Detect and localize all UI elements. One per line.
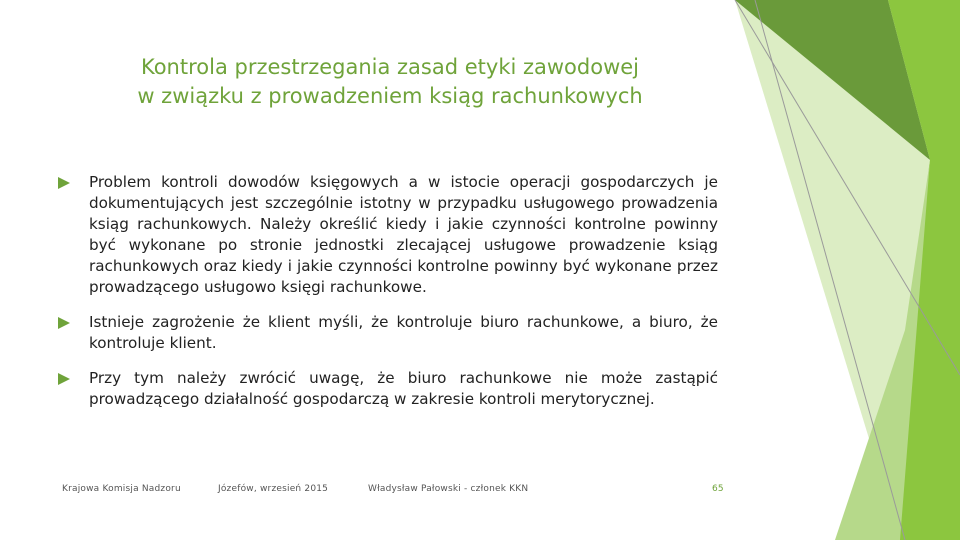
footer-author: Władysław Pałowski - członek KKN [368, 484, 529, 494]
bullet-list [58, 172, 718, 424]
footer-organization: Krajowa Komisja Nadzoru [62, 484, 181, 494]
bullet-item [58, 172, 718, 298]
bullet-text: Istnieje zagrożenie że klient myśli, że kontroluje biuro rachunkowe, a biuro, że kontroluje klient. [89, 313, 718, 352]
slide-title-line-1: Kontrola przestrzegania zasad etyki zawodowej [140, 55, 640, 79]
bullet-item [58, 368, 718, 410]
bullet-arrow-icon [58, 317, 70, 329]
slide-title-line-2: w związku z prowadzeniem ksiąg rachunkowych [137, 84, 643, 108]
slide-title [90, 53, 690, 111]
bullet-arrow-icon [58, 373, 70, 385]
bullet-text: Problem kontroli dowodów księgowych a w istocie operacji gospodarczych je dokumentujących jest szczególnie istotny w przypadku usługowego prowadzenia ksiąg rachunkowych. Należy określić kiedy i jakie czynności kontrolne powinny być wykonane po stronie jednostki zlecającej usługowe prowadzenie ksiąg rachunkowych oraz kiedy i jakie czynności kontrolne powinny być wykonane przez prowadzącego usługowo księgi rachunkowe. [89, 173, 718, 296]
bullet-arrow-icon [58, 177, 70, 189]
bullet-text: Przy tym należy zwrócić uwagę, że biuro rachunkowe nie może zastąpić prowadzącego działalność gospodarczą w zakresie kontroli merytorycznej. [89, 369, 718, 408]
bullet-item [58, 312, 718, 354]
page-number: 65 [712, 484, 724, 494]
footer-place-date: Józefów, wrzesień 2015 [218, 484, 329, 494]
